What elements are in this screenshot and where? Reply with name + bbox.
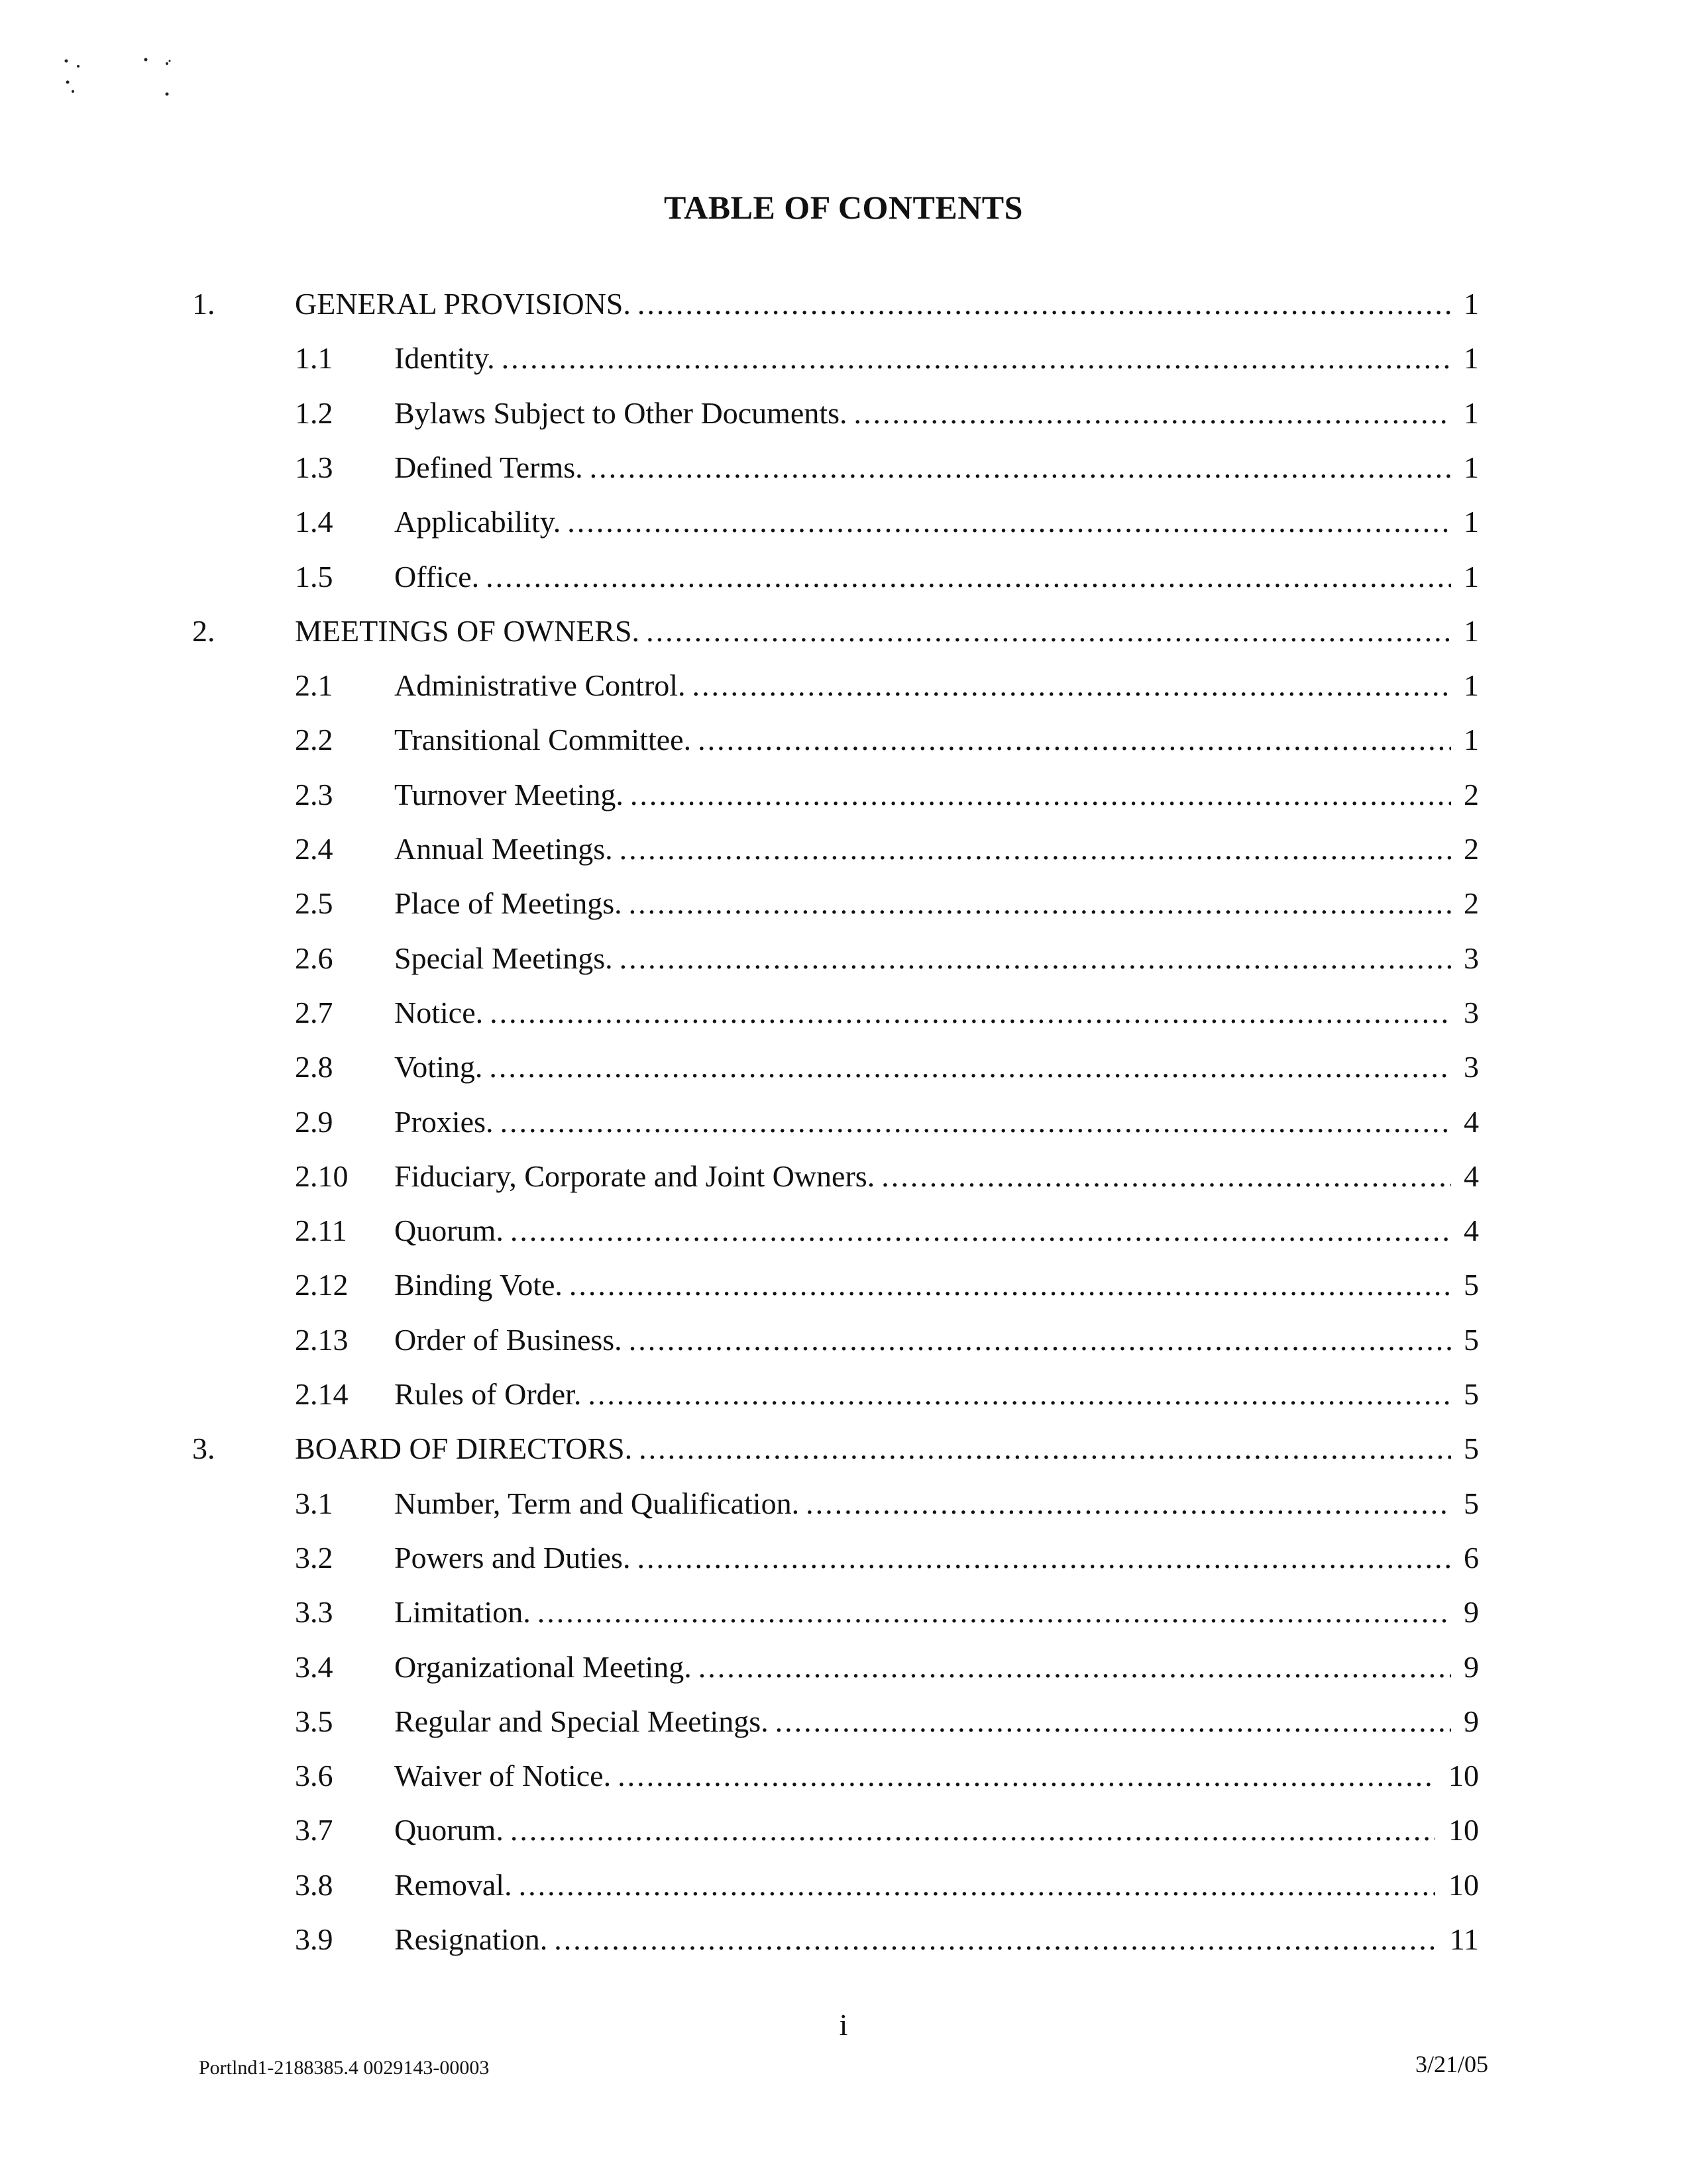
dot-leader [639, 1426, 1451, 1472]
toc-entry-number: 1.3 [295, 450, 333, 484]
toc-entry-leader [394, 826, 1451, 872]
toc-subsection-row [0, 554, 1687, 600]
toc-entry-leader [394, 1862, 1435, 1908]
dot-leader [519, 1862, 1435, 1908]
toc-entry-label: Administrative Control. [394, 668, 686, 703]
toc-entry-page: 10 [1448, 1813, 1479, 1847]
toc-entry-number: 2.14 [295, 1377, 349, 1411]
toc-entry-leader [394, 1481, 1451, 1527]
toc-entry-label: Rules of Order. [394, 1377, 582, 1411]
toc-entry-page: 5 [1464, 1431, 1479, 1466]
toc-entry-label: Transitional Committee. [394, 723, 692, 757]
toc-entry-leader [394, 554, 1451, 600]
dot-leader [486, 554, 1451, 600]
toc-entry-leader [394, 1807, 1435, 1853]
toc-entry-label: Fiduciary, Corporate and Joint Owners. [394, 1159, 875, 1193]
dot-leader [588, 1371, 1451, 1418]
toc-entry-page: 2 [1464, 832, 1479, 866]
toc-subsection-row [0, 1589, 1687, 1636]
toc-section-row [0, 281, 1687, 327]
dot-leader [629, 1317, 1451, 1363]
toc-entry-leader [394, 1099, 1451, 1145]
toc-entry-page: 2 [1464, 886, 1479, 921]
document-title: TABLE OF CONTENTS [664, 189, 1023, 226]
toc-entry-page: 9 [1464, 1704, 1479, 1738]
toc-entry-page: 1 [1464, 559, 1479, 594]
toc-subsection-row [0, 1317, 1687, 1363]
toc-entry-page: 3 [1464, 941, 1479, 975]
toc-subsection-row [0, 335, 1687, 382]
dot-leader [569, 1262, 1451, 1308]
toc-entry-label: Resignation. [394, 1922, 548, 1956]
toc-entry-page: 1 [1464, 505, 1479, 539]
toc-entry-leader [394, 772, 1451, 818]
dot-leader [698, 1644, 1451, 1690]
toc-section-row [0, 1426, 1687, 1472]
toc-entry-label: MEETINGS OF OWNERS. [295, 613, 640, 648]
dot-leader [490, 990, 1451, 1036]
dot-leader [637, 281, 1451, 327]
toc-subsection-row [0, 826, 1687, 872]
dot-leader [692, 662, 1451, 709]
toc-entry-number: 1.5 [295, 559, 333, 594]
toc-entry-number: 2. [192, 613, 215, 648]
toc-entry-label: Defined Terms. [394, 450, 583, 484]
toc-subsection-row [0, 1044, 1687, 1090]
toc-entry-page: 5 [1464, 1322, 1479, 1357]
toc-entry-number: 1.1 [295, 341, 333, 376]
toc-subsection-row [0, 935, 1687, 982]
dot-leader [502, 335, 1451, 382]
toc-entry-number: 2.3 [295, 777, 333, 811]
dot-leader [618, 1753, 1435, 1799]
toc-entry-number: 2.5 [295, 886, 333, 921]
toc-subsection-row [0, 1753, 1687, 1799]
toc-entry-leader [394, 880, 1451, 927]
toc-entry-label: Powers and Duties. [394, 1540, 631, 1575]
toc-entry-label: Quorum. [394, 1813, 504, 1847]
dot-leader [567, 499, 1451, 545]
toc-entry-page: 6 [1464, 1540, 1479, 1575]
toc-entry-number: 3.1 [295, 1486, 333, 1520]
dot-leader [510, 1807, 1435, 1853]
toc-entry-leader [394, 1044, 1451, 1090]
toc-entry-label: Annual Meetings. [394, 832, 613, 866]
toc-entry-number: 1.2 [295, 395, 333, 430]
toc-entry-leader [394, 499, 1451, 545]
toc-subsection-row [0, 1644, 1687, 1690]
toc-entry-page: 9 [1464, 1649, 1479, 1684]
toc-entry-number: 2.8 [295, 1050, 333, 1084]
toc-entry-number: 3.2 [295, 1540, 333, 1575]
toc-entry-label: BOARD OF DIRECTORS. [295, 1431, 633, 1466]
toc-entry-leader [394, 1698, 1451, 1745]
toc-entry-number: 2.6 [295, 941, 333, 975]
toc-subsection-row [0, 1535, 1687, 1581]
toc-entry-page: 11 [1449, 1922, 1479, 1956]
toc-entry-number: 2.7 [295, 995, 333, 1029]
toc-subsection-row [0, 1099, 1687, 1145]
dot-leader [637, 1535, 1451, 1581]
toc-entry-page: 4 [1464, 1214, 1479, 1248]
toc-entry-leader [394, 1589, 1451, 1636]
toc-subsection-row [0, 390, 1687, 437]
dot-leader [537, 1589, 1451, 1636]
toc-section-row [0, 608, 1687, 654]
toc-entry-leader [394, 1208, 1451, 1254]
toc-entry-number: 3.3 [295, 1595, 333, 1630]
toc-entry-page: 1 [1464, 395, 1479, 430]
toc-entry-number: 3.5 [295, 1704, 333, 1738]
toc-entry-leader [394, 335, 1451, 382]
toc-entry-number: 3.8 [295, 1867, 333, 1902]
toc-entry-number: 2.4 [295, 832, 333, 866]
toc-entry-page: 3 [1464, 995, 1479, 1029]
toc-entry-label: Quorum. [394, 1214, 504, 1248]
page-number: i [839, 2008, 848, 2042]
toc-subsection-row [0, 1698, 1687, 1745]
toc-subsection-row [0, 990, 1687, 1036]
toc-entry-label: Voting. [394, 1050, 483, 1084]
toc-entry-leader [394, 1753, 1435, 1799]
toc-entry-page: 10 [1448, 1759, 1479, 1793]
toc-entry-page: 2 [1464, 777, 1479, 811]
toc-subsection-row [0, 1262, 1687, 1308]
toc-entry-page: 1 [1464, 287, 1479, 321]
toc-entry-number: 2.2 [295, 723, 333, 757]
toc-entry-page: 5 [1464, 1268, 1479, 1302]
toc-entry-number: 3.6 [295, 1759, 333, 1793]
toc-entry-number: 3.4 [295, 1649, 333, 1684]
dot-leader [500, 1099, 1452, 1145]
toc-entry-leader [394, 1317, 1451, 1363]
toc-entry-number: 2.12 [295, 1268, 349, 1302]
toc-entry-page: 1 [1464, 341, 1479, 376]
toc-entry-page: 5 [1464, 1377, 1479, 1411]
toc-entry-page: 1 [1464, 668, 1479, 703]
toc-entry-number: 2.9 [295, 1104, 333, 1139]
toc-entry-number: 2.10 [295, 1159, 349, 1193]
toc-entry-label: Proxies. [394, 1104, 494, 1139]
toc-entry-label: Number, Term and Qualification. [394, 1486, 800, 1520]
toc-subsection-row [0, 444, 1687, 491]
toc-entry-label: Order of Business. [394, 1322, 622, 1357]
toc-entry-leader [394, 662, 1451, 709]
toc-subsection-row [0, 1807, 1687, 1853]
toc-entry-number: 3.9 [295, 1922, 333, 1956]
toc-entry-label: Binding Vote. [394, 1268, 563, 1302]
toc-entry-label: Removal. [394, 1867, 512, 1902]
scan-specks [53, 53, 199, 113]
toc-entry-page: 9 [1464, 1595, 1479, 1630]
toc-entry-label: Identity. [394, 341, 495, 376]
dot-leader [590, 444, 1451, 491]
toc-entry-leader [295, 608, 1451, 654]
toc-entry-number: 2.11 [295, 1214, 347, 1248]
toc-subsection-row [0, 1153, 1687, 1200]
toc-entry-number: 3. [192, 1431, 215, 1466]
toc-subsection-row [0, 717, 1687, 763]
toc-entry-label: Special Meetings. [394, 941, 613, 975]
toc-entry-page: 1 [1464, 613, 1479, 648]
toc-entry-page: 4 [1464, 1159, 1479, 1193]
toc-entry-leader [394, 444, 1451, 491]
toc-entry-leader [394, 990, 1451, 1036]
dot-leader [854, 390, 1451, 437]
toc-entry-label: Waiver of Notice. [394, 1759, 612, 1793]
toc-entry-leader [394, 1262, 1451, 1308]
toc-subsection-row [0, 1481, 1687, 1527]
toc-entry-label: Office. [394, 559, 480, 594]
toc-entry-number: 2.1 [295, 668, 333, 703]
toc-entry-leader [394, 1371, 1451, 1418]
dot-leader [510, 1208, 1451, 1254]
toc-entry-page: 3 [1464, 1050, 1479, 1084]
toc-entry-number: 1.4 [295, 505, 333, 539]
toc-subsection-row [0, 1208, 1687, 1254]
toc-entry-number: 2.13 [295, 1322, 349, 1357]
toc-entry-leader [394, 1153, 1451, 1200]
dot-leader [698, 717, 1451, 763]
dot-leader [620, 826, 1451, 872]
toc-entry-leader [394, 1644, 1451, 1690]
toc-entry-page: 10 [1448, 1867, 1479, 1902]
dot-leader [629, 880, 1451, 927]
toc-subsection-row [0, 499, 1687, 545]
toc-entry-label: Notice. [394, 995, 484, 1029]
toc-entry-number: 1. [192, 287, 215, 321]
dot-leader [881, 1153, 1451, 1200]
document-date: 3/21/05 [1415, 2051, 1488, 2077]
toc-entry-page: 5 [1464, 1486, 1479, 1520]
toc-entry-label: Place of Meetings. [394, 886, 622, 921]
toc-subsection-row [0, 662, 1687, 709]
toc-entry-leader [394, 935, 1451, 982]
toc-subsection-row [0, 1371, 1687, 1418]
toc-entry-leader [394, 1916, 1435, 1963]
toc-entry-page: 1 [1464, 450, 1479, 484]
toc-entry-leader [394, 390, 1451, 437]
dot-leader [775, 1698, 1451, 1745]
toc-entry-page: 1 [1464, 723, 1479, 757]
toc-entry-leader [394, 1535, 1451, 1581]
toc-entry-page: 4 [1464, 1104, 1479, 1139]
toc-entry-label: Applicability. [394, 505, 561, 539]
dot-leader [806, 1481, 1451, 1527]
toc-entry-label: Limitation. [394, 1595, 531, 1630]
toc-entry-label: Turnover Meeting. [394, 777, 624, 811]
toc-entry-leader [394, 717, 1451, 763]
dot-leader [489, 1044, 1451, 1090]
toc-entry-leader [295, 1426, 1451, 1472]
toc-subsection-row [0, 772, 1687, 818]
document-id: Portlnd1-2188385.4 0029143-00003 [199, 2057, 490, 2079]
toc-entry-leader [295, 281, 1451, 327]
toc-entry-label: Bylaws Subject to Other Documents. [394, 395, 847, 430]
toc-subsection-row [0, 880, 1687, 927]
toc-subsection-row [0, 1916, 1687, 1963]
toc-entry-label: Organizational Meeting. [394, 1649, 692, 1684]
toc-entry-label: Regular and Special Meetings. [394, 1704, 769, 1738]
toc-subsection-row [0, 1862, 1687, 1908]
dot-leader [554, 1916, 1435, 1963]
dot-leader [630, 772, 1451, 818]
toc-entry-number: 3.7 [295, 1813, 333, 1847]
dot-leader [620, 935, 1451, 982]
toc-entry-label: GENERAL PROVISIONS. [295, 287, 631, 321]
dot-leader [646, 608, 1451, 654]
